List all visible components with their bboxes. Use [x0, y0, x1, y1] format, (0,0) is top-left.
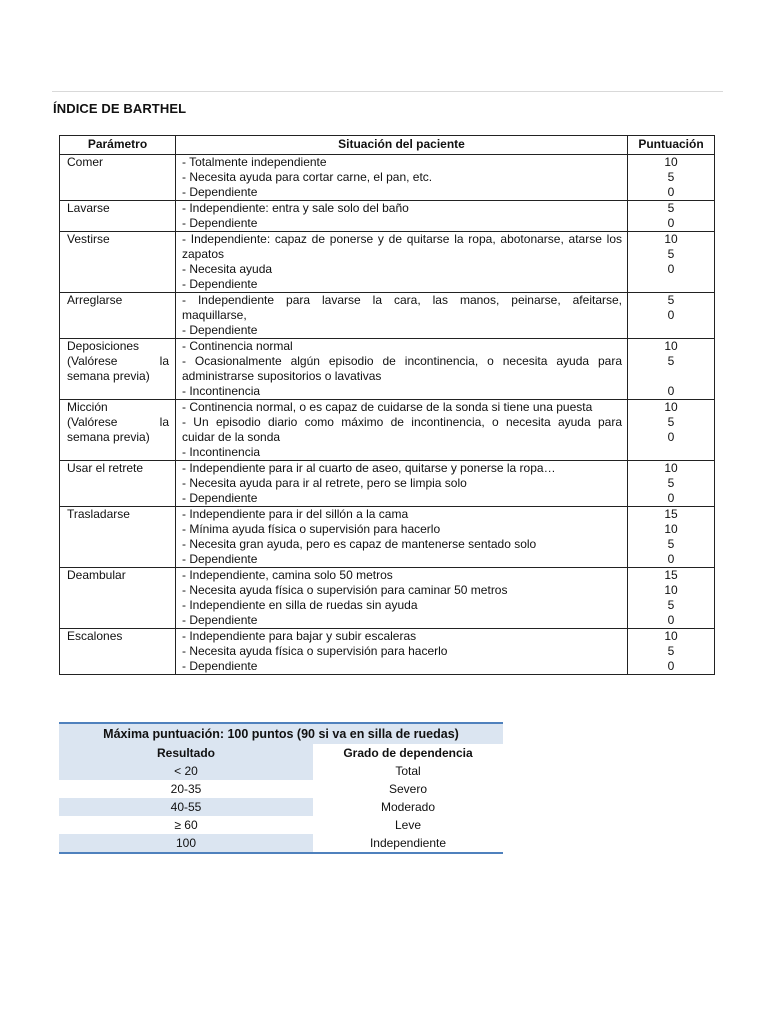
score-cell: [628, 629, 715, 675]
parameter-label: Comer: [67, 155, 104, 169]
summary-result: ≥ 60: [174, 818, 198, 832]
summary-grade: Independiente: [313, 834, 503, 852]
summary-grade: Moderado: [313, 798, 503, 816]
table-row: [60, 232, 715, 293]
score-cell: [628, 400, 715, 461]
situation-line: - Independiente para lavarse la cara, las manos, peinarse, afeitarse,: [182, 293, 622, 307]
situation-cell: [176, 339, 628, 400]
summary-table: [59, 722, 503, 854]
score-value: 5: [667, 537, 675, 551]
score-value: 10: [664, 232, 678, 246]
table-row: [60, 507, 715, 568]
situation-cell: [176, 232, 628, 293]
parameter-label: Arreglarse: [67, 293, 123, 307]
situation-cell: [176, 629, 628, 675]
summary-row: [59, 816, 503, 834]
summary-result: 20-35: [170, 782, 202, 796]
situation-line: - Dependiente: [182, 659, 258, 673]
situation-line: - Independiente: entra y sale solo del baño: [182, 201, 409, 215]
score-cell: [628, 232, 715, 293]
situation-line: - Independiente para bajar y subir escaleras: [182, 629, 417, 643]
situation-line: - Necesita ayuda para cortar carne, el pan, etc.: [182, 170, 433, 184]
score-value: 10: [664, 400, 678, 414]
score-cell: [628, 155, 715, 201]
parameter-cell: [60, 339, 176, 400]
score-value: 5: [667, 247, 675, 261]
situation-line: - Independiente para ir del sillón a la cama: [182, 507, 409, 521]
header-situacion: Situación del paciente: [176, 136, 628, 155]
score-value: 5: [667, 354, 675, 368]
top-divider: [52, 91, 723, 92]
parameter-cell: [60, 629, 176, 675]
parameter-label: Deambular: [67, 568, 126, 582]
table-row: [60, 339, 715, 400]
summary-col-grade: Grado de dependencia: [313, 744, 503, 762]
situation-line: - Dependiente: [182, 552, 258, 566]
table-header-row: [60, 136, 715, 155]
score-value: 0: [667, 613, 675, 627]
score-value: 5: [667, 476, 675, 490]
situation-line: - Incontinencia: [182, 384, 261, 398]
situation-line: zapatos: [182, 247, 225, 261]
situation-line: - Continencia normal: [182, 339, 293, 353]
situation-line: - Mínima ayuda física o supervisión para hacerlo: [182, 522, 441, 536]
score-value: 15: [664, 568, 678, 582]
score-value: 5: [667, 293, 675, 307]
score-value: 10: [664, 629, 678, 643]
score-value: 15: [664, 507, 678, 521]
score-cell: [628, 568, 715, 629]
score-value: 10: [664, 522, 678, 536]
score-value: 10: [664, 583, 678, 597]
parameter-cell: [60, 232, 176, 293]
situation-line: - Necesita ayuda: [182, 262, 273, 276]
situation-cell: [176, 293, 628, 339]
score-value: 0: [667, 216, 675, 230]
situation-line: - Continencia normal, o es capaz de cuidarse de la sonda si tiene una puesta: [182, 400, 593, 414]
table-row: [60, 568, 715, 629]
score-value: 0: [667, 384, 675, 398]
score-value: 0: [667, 185, 675, 199]
parameter-label: Usar el retrete: [67, 461, 144, 475]
situation-line: - Independiente: capaz de ponerse y de quitarse la ropa, abotonarse, atarse los: [182, 232, 622, 246]
score-cell: [628, 201, 715, 232]
summary-title: Máxima puntuación: 100 puntos (90 si va en silla de ruedas): [59, 724, 503, 744]
score-value: 5: [667, 170, 675, 184]
parameter-cell: [60, 507, 176, 568]
score-value: 0: [667, 659, 675, 673]
situation-cell: [176, 568, 628, 629]
parameter-label: Vestirse: [67, 232, 110, 246]
summary-row: [59, 798, 503, 816]
score-cell: [628, 293, 715, 339]
score-value: [634, 369, 708, 384]
situation-line: - Ocasionalmente algún episodio de incontinencia, o necesita ayuda para: [182, 354, 622, 368]
summary-grade: Severo: [388, 782, 428, 796]
score-value: 0: [667, 430, 675, 444]
situation-line: - Independiente, camina solo 50 metros: [182, 568, 393, 582]
parameter-label: Escalones: [67, 629, 123, 643]
parameter-label: (Valórese la: [67, 354, 169, 368]
parameter-cell: [60, 461, 176, 507]
score-value: 0: [667, 552, 675, 566]
situation-line: - Necesita ayuda física o supervisión para hacerlo: [182, 644, 448, 658]
header-parametro: Parámetro: [60, 136, 176, 155]
parameter-label: Trasladarse: [67, 507, 130, 521]
summary-col-result: Resultado: [156, 746, 215, 760]
score-value: 10: [664, 461, 678, 475]
table-row: [60, 629, 715, 675]
situation-line: - Independiente en silla de ruedas sin ayuda: [182, 598, 418, 612]
situation-cell: [176, 400, 628, 461]
situation-line: - Incontinencia: [182, 445, 261, 459]
parameter-label: semana previa): [67, 430, 150, 444]
score-value: 0: [667, 308, 675, 322]
parameter-label: Lavarse: [67, 201, 110, 215]
situation-line: - Totalmente independiente: [182, 155, 327, 169]
score-value: 5: [667, 644, 675, 658]
situation-line: - Dependiente: [182, 277, 258, 291]
situation-line: - Dependiente: [182, 185, 258, 199]
situation-line: - Dependiente: [182, 613, 258, 627]
summary-result: 100: [175, 836, 197, 850]
situation-line: - Dependiente: [182, 323, 258, 337]
table-row: [60, 201, 715, 232]
parameter-cell: [60, 155, 176, 201]
document-title: ÍNDICE DE BARTHEL: [53, 101, 187, 116]
summary-row: [59, 780, 503, 798]
situation-line: - Independiente para ir al cuarto de aseo, quitarse y ponerse la ropa…: [182, 461, 556, 475]
score-cell: [628, 461, 715, 507]
parameter-label: (Valórese la: [67, 415, 169, 429]
situation-line: administrarse supositorios o lavativas: [182, 369, 382, 383]
parameter-cell: [60, 201, 176, 232]
parameter-cell: [60, 293, 176, 339]
table-row: [60, 293, 715, 339]
table-row: [60, 400, 715, 461]
header-puntuacion: Puntuación: [628, 136, 715, 155]
summary-row: [59, 834, 503, 852]
parameter-cell: [60, 568, 176, 629]
score-value: 5: [667, 598, 675, 612]
table-row: [60, 155, 715, 201]
situation-cell: [176, 201, 628, 232]
situation-line: - Dependiente: [182, 491, 258, 505]
situation-line: - Necesita gran ayuda, pero es capaz de mantenerse sentado solo: [182, 537, 537, 551]
summary-result: < 20: [174, 764, 198, 778]
parameter-label: Deposiciones: [67, 339, 140, 353]
parameter-cell: [60, 400, 176, 461]
table-row: [60, 461, 715, 507]
summary-grade: Total: [313, 762, 503, 780]
situation-line: - Dependiente: [182, 216, 258, 230]
score-value: 5: [667, 415, 675, 429]
score-cell: [628, 339, 715, 400]
score-value: 10: [664, 339, 678, 353]
situation-line: - Necesita ayuda física o supervisión para caminar 50 metros: [182, 583, 508, 597]
situation-line: - Un episodio diario como máximo de incontinencia, o necesita ayuda para: [182, 415, 622, 429]
score-cell: [628, 507, 715, 568]
score-value: 5: [667, 201, 675, 215]
summary-column-headers: [59, 744, 503, 762]
summary-row: [59, 762, 503, 780]
summary-grade: Leve: [394, 818, 422, 832]
score-value: 10: [664, 155, 678, 169]
summary-result: 40-55: [170, 800, 202, 814]
situation-line: maquillarse,: [182, 308, 247, 322]
situation-cell: [176, 507, 628, 568]
situation-cell: [176, 461, 628, 507]
parameter-label: Micción: [67, 400, 108, 414]
situation-line: cuidar de la sonda: [182, 430, 281, 444]
situation-cell: [176, 155, 628, 201]
score-value: 0: [667, 491, 675, 505]
situation-line: - Necesita ayuda para ir al retrete, pero se limpia solo: [182, 476, 467, 490]
barthel-table: [59, 135, 715, 675]
score-value: 0: [667, 262, 675, 276]
parameter-label: semana previa): [67, 369, 150, 383]
